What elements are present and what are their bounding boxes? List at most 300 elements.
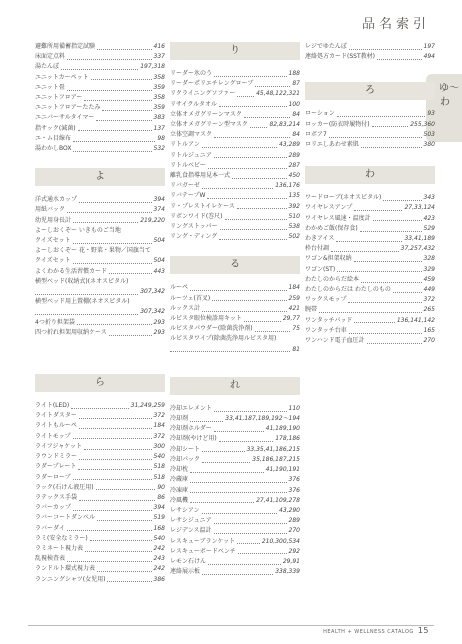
leader-dots bbox=[91, 79, 152, 80]
entry-page: 338,339 bbox=[275, 568, 300, 576]
leader-dots bbox=[190, 421, 223, 422]
index-entry bbox=[170, 445, 300, 455]
index-entry bbox=[170, 567, 300, 577]
leader-dots bbox=[373, 220, 422, 221]
leader-dots bbox=[73, 222, 138, 223]
entry-name: 冷却剤(やけど用) bbox=[170, 435, 217, 443]
leader-dots bbox=[79, 459, 152, 460]
index-entry bbox=[305, 109, 435, 119]
index-entry bbox=[35, 575, 165, 585]
entry-name: ワイヤレス風速・温度計 bbox=[305, 214, 371, 222]
entry-name: リクライニングソファー bbox=[170, 90, 236, 98]
index-entry bbox=[305, 203, 435, 213]
index-entry bbox=[35, 226, 165, 236]
index-entry bbox=[35, 452, 165, 462]
entry-name: リボンワイド(巻尺) bbox=[170, 212, 223, 220]
entry-name: レジでゆたんぽ bbox=[305, 43, 347, 50]
index-entry bbox=[35, 544, 165, 554]
entry-name: 冷却シート bbox=[170, 445, 201, 453]
leader-dots bbox=[237, 208, 287, 209]
index-entry bbox=[305, 234, 435, 244]
index-entry bbox=[35, 267, 165, 277]
entry-page: 394 bbox=[153, 504, 165, 512]
leader-dots bbox=[244, 321, 281, 322]
index-entry bbox=[305, 316, 435, 326]
index-entry bbox=[35, 277, 165, 287]
index-entry bbox=[170, 475, 300, 485]
entry-name: 湯たんぽ bbox=[35, 63, 60, 71]
entry-name: 床面定点料 bbox=[35, 53, 66, 61]
entry-page: 502 bbox=[288, 233, 300, 241]
entry-page: 219,220 bbox=[140, 216, 165, 224]
entry-name: ユ・ム目線布 bbox=[35, 134, 72, 142]
entry-page: 287 bbox=[288, 161, 300, 169]
index-entry bbox=[170, 232, 300, 242]
entry-page: 27,33,124 bbox=[404, 204, 435, 212]
index-entry bbox=[305, 275, 435, 285]
entries-ri bbox=[170, 69, 300, 242]
entry-page: 265 bbox=[423, 306, 435, 314]
entry-name: リバテープW bbox=[170, 192, 206, 200]
index-entry bbox=[170, 324, 300, 334]
leader-dots bbox=[214, 431, 264, 432]
entry-name: 避難所用備蓄指定試験 bbox=[35, 43, 96, 50]
leader-dots bbox=[97, 49, 152, 50]
leader-dots bbox=[377, 59, 422, 60]
entry-page: 136,141,142 bbox=[396, 316, 435, 324]
index-entry bbox=[35, 236, 165, 246]
leader-dots bbox=[67, 90, 152, 91]
leader-dots bbox=[84, 449, 152, 450]
entry-name: 冷却エレメント bbox=[170, 404, 212, 412]
entry-page: 259 bbox=[288, 294, 300, 302]
index-entry bbox=[305, 265, 435, 275]
entry-name: レスキューブランケット bbox=[170, 537, 236, 545]
entry-page: 137 bbox=[153, 124, 165, 132]
entry-page: 372 bbox=[153, 432, 165, 440]
index-entry bbox=[170, 151, 300, 161]
entry-name: リサイクルタオル bbox=[170, 100, 217, 108]
leader-dots bbox=[97, 571, 152, 572]
leader-dots bbox=[232, 178, 287, 179]
index-entry bbox=[170, 526, 300, 536]
entry-name: ライトモップ bbox=[35, 432, 71, 440]
index-entry bbox=[35, 421, 165, 431]
leader-dots bbox=[190, 492, 287, 493]
leader-dots bbox=[336, 241, 402, 242]
entry-name: ラバーダイ bbox=[35, 524, 65, 532]
entry-name: リトルジュニア bbox=[170, 151, 212, 159]
entry-page: 293 bbox=[153, 318, 165, 326]
index-entry bbox=[170, 89, 300, 99]
leader-dots bbox=[225, 219, 287, 220]
entry-name: レモン石けん bbox=[170, 557, 207, 565]
leader-dots bbox=[337, 271, 421, 272]
entry-name: 冷風機 bbox=[170, 496, 189, 504]
entry-name: ルビスタワイプ(除菌洗浄用ルビスタ用) bbox=[170, 335, 277, 343]
entry-page: 197,318 bbox=[140, 63, 165, 71]
entry-name: リング・ディング bbox=[170, 233, 218, 241]
entry-page: 494 bbox=[423, 53, 435, 61]
entries-yo bbox=[35, 195, 165, 338]
entry-page: 41,190,191 bbox=[265, 466, 300, 474]
leader-dots bbox=[244, 117, 291, 118]
entry-name: 乱視検査表 bbox=[35, 555, 66, 563]
leader-dots bbox=[67, 530, 152, 531]
entry-name: ラミ(安全なミラー) bbox=[35, 534, 88, 542]
index-entry bbox=[170, 455, 300, 465]
index-entry bbox=[35, 462, 165, 472]
entry-page: 421 bbox=[288, 304, 300, 312]
leader-dots bbox=[96, 120, 151, 121]
entry-page: 376 bbox=[288, 476, 300, 484]
index-entry bbox=[35, 124, 165, 134]
catalog-name: HEALTH + WELLNESS CATALOG bbox=[323, 629, 414, 635]
index-entry bbox=[170, 294, 300, 304]
leader-dots bbox=[202, 462, 250, 463]
leader-dots bbox=[78, 130, 152, 131]
entry-page: 532 bbox=[153, 145, 165, 153]
index-entry bbox=[35, 42, 165, 52]
leader-dots bbox=[190, 482, 287, 483]
index-entry bbox=[35, 113, 165, 123]
index-entry bbox=[35, 473, 165, 483]
leader-dots bbox=[214, 523, 287, 524]
leader-dots bbox=[73, 263, 152, 264]
entry-page: 529 bbox=[423, 224, 435, 232]
index-entry bbox=[35, 432, 165, 442]
entry-page: 443 bbox=[153, 267, 165, 275]
entry-page: 450 bbox=[288, 172, 300, 180]
entry-name: 連絡展示板 bbox=[170, 568, 201, 576]
entry-name: 指サック(減菌) bbox=[35, 124, 76, 132]
index-entry bbox=[170, 304, 300, 314]
index-entry bbox=[170, 414, 300, 424]
entry-name: レサシジュニア bbox=[170, 517, 212, 525]
leader-dots bbox=[329, 137, 422, 138]
entry-page: 43,290 bbox=[279, 506, 300, 514]
entry-page: 255,360 bbox=[410, 120, 435, 128]
entry-name: ロッカー(防衣時履物付) bbox=[305, 120, 370, 128]
entry-name: ルックス計 bbox=[170, 304, 200, 312]
entry-name: ロリエしあわせ素肌 bbox=[305, 141, 359, 149]
entry-page: 538 bbox=[288, 223, 300, 231]
entry-page: 519 bbox=[153, 514, 165, 522]
entry-name: ワックスモップ bbox=[305, 296, 347, 304]
entry-page: 93 bbox=[427, 110, 435, 118]
entry-name: リトルアン bbox=[170, 141, 200, 149]
entry-name: クイズセット bbox=[35, 257, 71, 265]
index-entry bbox=[170, 465, 300, 475]
entry-page: 242 bbox=[153, 565, 165, 573]
index-entry bbox=[35, 287, 165, 297]
index-entry bbox=[35, 83, 165, 93]
leader-dots bbox=[361, 282, 422, 283]
entry-page: 518 bbox=[153, 473, 165, 481]
leader-dots bbox=[79, 202, 152, 203]
entry-name: 冷蔵庫 bbox=[170, 476, 189, 484]
entry-name: ラバーコートダンベル bbox=[35, 514, 96, 522]
entry-page: 540 bbox=[153, 453, 165, 461]
leader-dots bbox=[73, 438, 152, 439]
entry-page: 540 bbox=[153, 534, 165, 542]
leader-dots bbox=[79, 418, 152, 419]
leader-dots bbox=[212, 300, 286, 301]
section-header-yo: よ bbox=[35, 168, 165, 186]
leader-dots bbox=[372, 126, 409, 127]
entry-page: 90 bbox=[157, 483, 165, 491]
entry-page: 504 bbox=[153, 257, 165, 265]
entry-page: 29,91 bbox=[282, 557, 300, 565]
index-entry bbox=[305, 52, 435, 62]
entry-name: 冷凍庫 bbox=[170, 486, 189, 494]
leader-dots bbox=[73, 151, 151, 152]
index-entry bbox=[170, 69, 300, 79]
entry-name: ランニングシャツ(女児用) bbox=[35, 575, 106, 583]
entry-page: 307,342 bbox=[140, 288, 165, 296]
index-entry bbox=[35, 297, 165, 307]
entry-page: 184 bbox=[153, 422, 165, 430]
index-entry bbox=[170, 222, 300, 232]
entry-page: 504 bbox=[153, 237, 165, 245]
entry-page: 386 bbox=[153, 575, 165, 583]
leader-dots bbox=[319, 312, 422, 313]
entry-name: レジデンス温計 bbox=[170, 527, 212, 535]
leader-dots bbox=[349, 333, 422, 334]
entry-name: ラウンドミラー bbox=[35, 453, 78, 461]
entry-name: わきアイス bbox=[305, 235, 335, 243]
index-entry bbox=[305, 130, 435, 140]
index-entry bbox=[35, 216, 165, 226]
index-entry bbox=[170, 537, 300, 547]
index-entry bbox=[35, 411, 165, 421]
leader-dots bbox=[255, 331, 291, 332]
leader-dots bbox=[202, 188, 273, 189]
entry-name: ライトもルーペ bbox=[35, 422, 77, 430]
leader-dots bbox=[361, 147, 422, 148]
index-column-1 bbox=[35, 42, 165, 585]
entry-page: 136,176 bbox=[275, 182, 300, 190]
index-entry bbox=[305, 305, 435, 315]
leader-dots bbox=[207, 198, 286, 199]
entry-name: 立体オメガグリーンマスク bbox=[170, 110, 242, 118]
index-entry bbox=[170, 202, 300, 212]
entry-page: 510 bbox=[288, 212, 300, 220]
entry-name: ワイヤレスアンプ bbox=[305, 204, 353, 212]
index-entry bbox=[170, 334, 300, 344]
entry-page: 372 bbox=[153, 412, 165, 420]
entry-page: 270 bbox=[423, 337, 435, 345]
index-entry bbox=[305, 244, 435, 254]
leader-dots bbox=[393, 292, 422, 293]
leader-dots bbox=[202, 574, 273, 575]
entry-name: 幼児用身長計 bbox=[35, 216, 72, 224]
leader-dots bbox=[73, 479, 152, 480]
leader-dots bbox=[360, 231, 422, 232]
index-entry bbox=[35, 52, 165, 62]
entry-page: 84 bbox=[292, 110, 300, 118]
index-entry bbox=[35, 401, 165, 411]
entries-ro bbox=[305, 109, 435, 150]
leader-dots bbox=[250, 127, 268, 128]
leader-dots bbox=[79, 428, 152, 429]
leader-dots bbox=[35, 294, 138, 295]
index-entry bbox=[170, 547, 300, 557]
leader-dots bbox=[109, 273, 152, 274]
entry-name: ライト(LED) bbox=[35, 402, 70, 410]
entry-page: 394 bbox=[153, 196, 165, 204]
leader-dots bbox=[90, 540, 152, 541]
index-entry bbox=[35, 103, 165, 113]
leader-dots bbox=[97, 520, 151, 521]
index-entry bbox=[305, 214, 435, 224]
leader-dots bbox=[202, 147, 277, 148]
index-entry bbox=[170, 110, 300, 120]
page-number: 15 bbox=[417, 626, 429, 635]
entry-page: 423 bbox=[423, 214, 435, 222]
entry-page: 270 bbox=[288, 527, 300, 535]
leader-dots bbox=[208, 168, 287, 169]
index-entry bbox=[35, 328, 165, 338]
leader-dots bbox=[214, 533, 287, 534]
index-entry bbox=[35, 318, 165, 328]
entries-ru bbox=[170, 283, 300, 354]
index-entry bbox=[305, 120, 435, 130]
index-entry bbox=[35, 524, 165, 534]
entry-page: 358 bbox=[153, 73, 165, 81]
section-header-ru: る bbox=[170, 256, 300, 274]
entry-page: 503 bbox=[423, 130, 435, 138]
index-entry bbox=[170, 181, 300, 191]
leader-dots bbox=[85, 551, 152, 552]
leader-dots bbox=[202, 311, 287, 312]
entry-page: 289 bbox=[288, 517, 300, 525]
index-entry bbox=[35, 513, 165, 523]
leader-dots bbox=[255, 86, 290, 87]
entry-name: ワゴン(ST) bbox=[305, 265, 336, 273]
entry-name: よーしおくぞー 花・野菜・果物／国旗当て bbox=[35, 247, 151, 255]
leader-dots bbox=[73, 141, 155, 142]
leader-dots bbox=[79, 500, 155, 501]
entry-page: 343 bbox=[423, 194, 435, 202]
entry-name: ラバーカップ bbox=[35, 504, 71, 512]
leader-dots bbox=[383, 200, 421, 201]
leader-dots bbox=[67, 59, 152, 60]
entry-name: ラテックス手袋 bbox=[35, 493, 77, 501]
index-entry bbox=[170, 120, 300, 130]
entry-page: 110 bbox=[288, 404, 300, 412]
entry-page: 383 bbox=[153, 114, 165, 122]
entry-page: 392 bbox=[288, 202, 300, 210]
index-entry bbox=[35, 564, 165, 574]
index-entry bbox=[35, 62, 165, 72]
footer bbox=[323, 626, 429, 635]
index-entry bbox=[170, 424, 300, 434]
index-column-3 bbox=[305, 42, 435, 346]
index-entry bbox=[170, 345, 300, 355]
entry-page: 197 bbox=[423, 43, 435, 50]
leader-dots bbox=[67, 212, 152, 213]
index-entry bbox=[170, 516, 300, 526]
entry-name: 4つ折り担架袋 bbox=[35, 318, 75, 326]
entry-name: ユニットカーペット bbox=[35, 73, 89, 81]
entry-name: ルーツェ(首叉) bbox=[170, 294, 211, 302]
entry-name: 腕帯 bbox=[305, 306, 318, 314]
index-entry bbox=[170, 79, 300, 89]
entry-page: 98 bbox=[157, 134, 165, 142]
entry-page: 27,41,109,278 bbox=[256, 496, 300, 504]
index-entry bbox=[170, 171, 300, 181]
entry-page: 84 bbox=[292, 131, 300, 139]
entry-page: 31,249,259 bbox=[130, 402, 165, 410]
index-entry bbox=[170, 100, 300, 110]
index-entry bbox=[170, 161, 300, 171]
index-entry bbox=[305, 295, 435, 305]
entry-name: ルーペ bbox=[170, 284, 189, 292]
entry-page: 35,186,187,215 bbox=[252, 455, 300, 463]
leader-dots bbox=[219, 239, 286, 240]
entry-page: 380 bbox=[423, 141, 435, 149]
leader-dots bbox=[73, 510, 152, 511]
leader-dots bbox=[78, 469, 151, 470]
leader-dots bbox=[237, 543, 260, 544]
entry-name: 横型ベッド用上置棚(ネオスピタル) bbox=[35, 298, 130, 306]
entry-page: 41,189,190 bbox=[265, 425, 300, 433]
entries-top-3 bbox=[305, 42, 435, 62]
index-column-2 bbox=[170, 42, 300, 577]
entry-name: よーしおくぞー いきものご当地 bbox=[35, 226, 121, 234]
index-entry bbox=[170, 506, 300, 516]
entry-name: ラミネート視力表 bbox=[35, 544, 84, 552]
entry-page: 37,257,432 bbox=[400, 245, 435, 253]
leader-dots bbox=[219, 441, 274, 442]
leader-dots bbox=[331, 251, 399, 252]
leader-dots bbox=[238, 553, 287, 554]
leader-dots bbox=[220, 229, 287, 230]
index-entry bbox=[35, 442, 165, 452]
entry-name: ワンハンド電子血圧計 bbox=[305, 337, 365, 345]
section-header-ro: ろ bbox=[305, 82, 435, 100]
index-entry bbox=[35, 483, 165, 493]
entry-page: 459 bbox=[423, 275, 435, 283]
entry-name: ユニットフロアーたたみ bbox=[35, 104, 101, 112]
leader-dots bbox=[202, 451, 245, 452]
entry-page: 243 bbox=[153, 555, 165, 563]
entry-page: 100 bbox=[288, 100, 300, 108]
section-header-re: れ bbox=[170, 377, 300, 395]
index-entry bbox=[35, 307, 165, 317]
entry-name: 連絡処方カード(SST教材) bbox=[305, 53, 375, 61]
index-entry bbox=[305, 140, 435, 150]
entry-name: ユニバーサルタイマー bbox=[35, 114, 95, 122]
leader-dots bbox=[214, 137, 290, 138]
entry-page: 329 bbox=[423, 265, 435, 273]
leader-dots bbox=[354, 210, 402, 211]
entry-name: 洋式通水カップ bbox=[35, 196, 77, 204]
entry-name: わたしのからだは わたしのもの bbox=[305, 286, 391, 294]
index-entry bbox=[305, 42, 435, 52]
leader-dots bbox=[109, 335, 152, 336]
entry-name: リングストッパー bbox=[170, 223, 218, 231]
entry-page: 75 bbox=[292, 325, 300, 333]
index-entry bbox=[35, 144, 165, 154]
entry-name: ランドルト環式視力表 bbox=[35, 565, 96, 573]
entry-page: 359 bbox=[153, 104, 165, 112]
index-entry bbox=[305, 224, 435, 234]
index-entry bbox=[35, 534, 165, 544]
entry-name: リ・プレストイレケース bbox=[170, 202, 235, 210]
entry-name: リーダーポリエチレングローブ bbox=[170, 80, 254, 88]
